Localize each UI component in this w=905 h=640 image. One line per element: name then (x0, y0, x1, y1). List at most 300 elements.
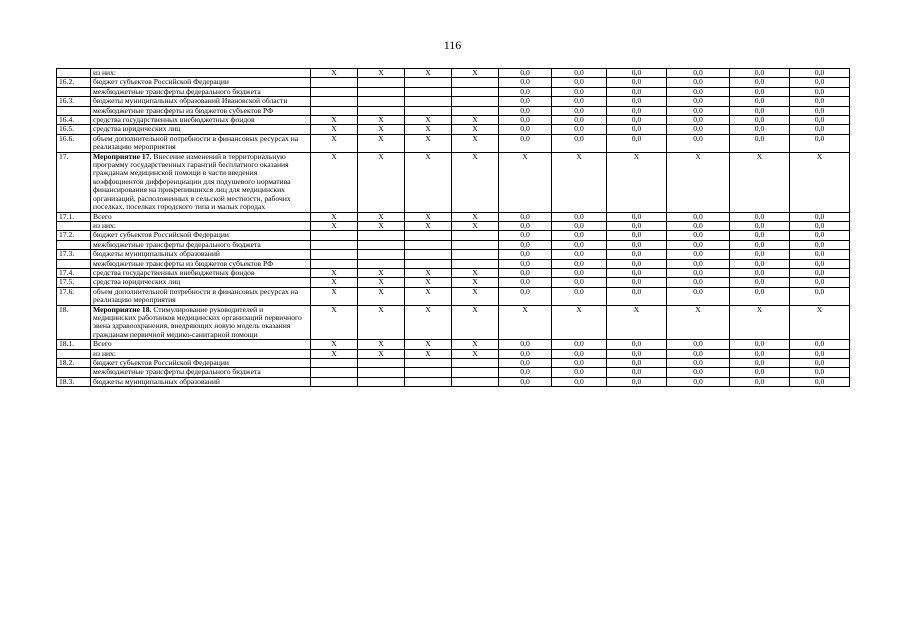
value-cell: 0,0 (552, 240, 607, 249)
value-cell: 0,0 (499, 268, 552, 277)
row-number: 18.1. (57, 340, 91, 349)
row-description: межбюджетные трансферты федерального бюджета (93, 87, 261, 96)
value-cell: X (358, 305, 405, 340)
value-cell: 0,0 (730, 359, 790, 368)
value-cell: 0,0 (499, 125, 552, 134)
value-cell (405, 106, 452, 115)
value-cell: 0,0 (607, 368, 667, 377)
value-cell: 0,0 (730, 268, 790, 277)
value-cell: 0,0 (607, 359, 667, 368)
value-cell: 0,0 (499, 278, 552, 287)
value-cell: 0,0 (607, 250, 667, 259)
value-cell: X (607, 152, 667, 212)
row-number (57, 87, 91, 96)
value-cell: 0,0 (499, 377, 552, 386)
value-cell: X (452, 69, 499, 78)
value-cell: 0,0 (730, 377, 790, 386)
value-cell: 0,0 (730, 78, 790, 87)
value-cell: X (452, 212, 499, 221)
row-number: 17.4. (57, 268, 91, 277)
value-cell: 0,0 (667, 106, 730, 115)
row-description: Всего (93, 212, 112, 221)
row-number: 17.3. (57, 250, 91, 259)
value-cell: 0,0 (790, 359, 850, 368)
value-cell: 0,0 (730, 97, 790, 106)
value-cell (358, 87, 405, 96)
table-row (57, 221, 850, 230)
value-cell: X (358, 212, 405, 221)
row-description: бюджет субъектов Российской Федерации (93, 230, 229, 240)
value-cell (358, 106, 405, 115)
value-cell: X (358, 287, 405, 305)
value-cell: X (552, 305, 607, 340)
value-cell: 0,0 (730, 125, 790, 134)
table-row (57, 259, 850, 268)
value-cell: 0,0 (552, 69, 607, 78)
value-cell (311, 240, 358, 249)
value-cell: X (405, 340, 452, 349)
value-cell: 0,0 (552, 287, 607, 305)
value-cell: X (358, 152, 405, 212)
value-cell: X (790, 152, 850, 212)
value-cell: 0,0 (499, 259, 552, 268)
value-cell: 0,0 (607, 221, 667, 230)
value-cell: 0,0 (499, 349, 552, 358)
value-cell: 0,0 (499, 359, 552, 368)
value-cell (358, 359, 405, 368)
row-description-cell (91, 125, 311, 134)
value-cell: 0,0 (667, 340, 730, 349)
value-cell (311, 259, 358, 268)
value-cell: 0,0 (667, 125, 730, 134)
value-cell: 0,0 (667, 221, 730, 230)
value-cell: 0,0 (730, 87, 790, 96)
value-cell: 0,0 (607, 116, 667, 125)
row-number: 17.6. (57, 287, 91, 305)
value-cell: 0,0 (790, 240, 850, 249)
value-cell: X (358, 125, 405, 134)
table-row (57, 231, 850, 240)
value-cell (358, 259, 405, 268)
value-cell (405, 240, 452, 249)
value-cell: 0,0 (499, 69, 552, 78)
value-cell: 0,0 (790, 106, 850, 115)
row-number: 16.5. (57, 125, 91, 134)
value-cell (311, 231, 358, 240)
value-cell: X (452, 125, 499, 134)
value-cell: X (499, 152, 552, 212)
value-cell: 0,0 (667, 349, 730, 358)
table-row (57, 69, 850, 78)
value-cell: X (405, 116, 452, 125)
row-description-cell (91, 349, 311, 358)
row-number: 18. (57, 305, 91, 340)
value-cell: 0,0 (667, 368, 730, 377)
row-description-cell (91, 305, 311, 340)
value-cell: 0,0 (607, 97, 667, 106)
value-cell: X (358, 349, 405, 358)
row-description: объем дополнительной потребности в финансовых ресурсах на реализацию мероприятия (93, 287, 299, 305)
value-cell (452, 240, 499, 249)
row-description: Внесение изменений в территориальную программу государственных гарантий бесплатного оказания гражданам медицинской помощи в части введения коэффициентов дифференциации для подушевого норматива финансирования на прикрепившихся лиц для медицинских организаций, расположенных в сельской местности, рабочих поселках, поселках городского типа и малых городах (93, 152, 291, 212)
value-cell: 0,0 (730, 106, 790, 115)
value-cell: 0,0 (552, 212, 607, 221)
value-cell: 0,0 (552, 278, 607, 287)
value-cell: 0,0 (499, 250, 552, 259)
value-cell (452, 97, 499, 106)
value-cell: X (452, 116, 499, 125)
value-cell: 0,0 (552, 268, 607, 277)
value-cell: 0,0 (552, 87, 607, 96)
value-cell: 0,0 (730, 240, 790, 249)
row-number (57, 221, 91, 230)
value-cell: 0,0 (790, 231, 850, 240)
value-cell: 0,0 (790, 69, 850, 78)
value-cell: 0,0 (552, 359, 607, 368)
value-cell: 0,0 (499, 340, 552, 349)
value-cell: 0,0 (667, 377, 730, 386)
row-number: 17. (57, 152, 91, 212)
value-cell: 0,0 (607, 349, 667, 358)
value-cell: 0,0 (667, 134, 730, 152)
row-description-cell (91, 359, 311, 368)
value-cell: 0,0 (607, 78, 667, 87)
value-cell: X (311, 116, 358, 125)
value-cell: X (667, 152, 730, 212)
value-cell (405, 78, 452, 87)
value-cell: X (667, 305, 730, 340)
row-description-cell (91, 278, 311, 287)
value-cell: 0,0 (667, 78, 730, 87)
row-number: 18.2. (57, 359, 91, 368)
value-cell: 0,0 (552, 106, 607, 115)
value-cell: 0,0 (730, 250, 790, 259)
value-cell: 0,0 (790, 116, 850, 125)
row-description: средства государственных внебюджетных фондов (93, 268, 255, 277)
row-description: межбюджетные трансферты федерального бюджета (93, 240, 261, 249)
value-cell: 0,0 (790, 377, 850, 386)
value-cell: X (358, 221, 405, 230)
value-cell: 0,0 (790, 287, 850, 305)
value-cell: X (452, 287, 499, 305)
value-cell: 0,0 (667, 359, 730, 368)
value-cell (311, 359, 358, 368)
value-cell: 0,0 (667, 250, 730, 259)
table-row (57, 106, 850, 115)
value-cell: 0,0 (552, 250, 607, 259)
value-cell: 0,0 (499, 221, 552, 230)
value-cell: 0,0 (552, 78, 607, 87)
row-description: средства юридических лиц (93, 124, 181, 134)
row-description: бюджет субъектов Российской Федерации (93, 358, 229, 367)
row-description: бюджеты муниципальных образований (93, 249, 220, 259)
value-cell: 0,0 (790, 78, 850, 87)
row-description-cell (91, 377, 311, 386)
value-cell: 0,0 (607, 106, 667, 115)
row-description-cell (91, 69, 311, 78)
value-cell (405, 97, 452, 106)
row-description-cell (91, 250, 311, 259)
value-cell: X (358, 278, 405, 287)
value-cell (358, 78, 405, 87)
value-cell (452, 250, 499, 259)
value-cell (405, 368, 452, 377)
value-cell: X (607, 305, 667, 340)
value-cell: X (405, 152, 452, 212)
row-number: 16.4. (57, 116, 91, 125)
value-cell: X (311, 268, 358, 277)
value-cell: 0,0 (790, 97, 850, 106)
value-cell: 0,0 (667, 87, 730, 96)
row-description-cell (91, 134, 311, 152)
table-row (57, 97, 850, 106)
value-cell: X (405, 221, 452, 230)
value-cell: X (405, 268, 452, 277)
row-description-cell (91, 116, 311, 125)
value-cell: X (311, 349, 358, 358)
value-cell: X (311, 69, 358, 78)
value-cell (358, 368, 405, 377)
value-cell: 0,0 (499, 240, 552, 249)
value-cell: 0,0 (607, 125, 667, 134)
value-cell (452, 368, 499, 377)
row-number: 16.6. (57, 134, 91, 152)
value-cell: 0,0 (667, 231, 730, 240)
value-cell (311, 87, 358, 96)
value-cell: 0,0 (552, 340, 607, 349)
value-cell (452, 231, 499, 240)
row-number (57, 69, 91, 78)
value-cell: X (311, 134, 358, 152)
table-row (57, 368, 850, 377)
table-row (57, 287, 850, 305)
value-cell: 0,0 (730, 259, 790, 268)
table-row (57, 116, 850, 125)
row-description-cell (91, 221, 311, 230)
table-row (57, 134, 850, 152)
row-number (57, 349, 91, 358)
value-cell: 0,0 (790, 212, 850, 221)
value-cell: X (552, 152, 607, 212)
value-cell (311, 78, 358, 87)
value-cell: 0,0 (790, 368, 850, 377)
value-cell (452, 259, 499, 268)
value-cell: 0,0 (607, 287, 667, 305)
value-cell: X (311, 125, 358, 134)
value-cell: 0,0 (499, 212, 552, 221)
budget-table (56, 68, 850, 387)
value-cell: 0,0 (790, 134, 850, 152)
value-cell: 0,0 (607, 377, 667, 386)
value-cell: 0,0 (667, 212, 730, 221)
value-cell: X (730, 152, 790, 212)
row-description-cell (91, 212, 311, 221)
value-cell: X (311, 287, 358, 305)
value-cell: 0,0 (730, 287, 790, 305)
value-cell: X (452, 349, 499, 358)
value-cell: 0,0 (499, 106, 552, 115)
value-cell: 0,0 (607, 278, 667, 287)
value-cell: X (311, 305, 358, 340)
row-number (57, 259, 91, 268)
value-cell (405, 250, 452, 259)
row-number: 16.2. (57, 78, 91, 87)
value-cell: 0,0 (552, 97, 607, 106)
value-cell: 0,0 (499, 87, 552, 96)
value-cell: 0,0 (607, 69, 667, 78)
value-cell: 0,0 (730, 134, 790, 152)
value-cell: 0,0 (730, 116, 790, 125)
value-cell (405, 259, 452, 268)
row-description-cell (91, 240, 311, 249)
value-cell: X (358, 268, 405, 277)
value-cell: X (405, 69, 452, 78)
value-cell: X (358, 134, 405, 152)
row-description-cell (91, 106, 311, 115)
row-number: 17.1. (57, 212, 91, 221)
table-row (57, 125, 850, 134)
value-cell: X (405, 134, 452, 152)
row-description: межбюджетные трансферты из бюджетов субъектов РФ (93, 106, 274, 115)
value-cell: 0,0 (499, 368, 552, 377)
value-cell: X (452, 278, 499, 287)
value-cell: 0,0 (790, 340, 850, 349)
page-number: 116 (443, 38, 462, 52)
table-row (57, 212, 850, 221)
value-cell: 0,0 (552, 221, 607, 230)
row-description: средства юридических лиц (93, 277, 181, 287)
value-cell: X (311, 212, 358, 221)
value-cell: 0,0 (730, 340, 790, 349)
row-description: из них: (93, 68, 116, 77)
value-cell: 0,0 (667, 97, 730, 106)
row-number: 18.3. (57, 377, 91, 386)
value-cell: 0,0 (790, 125, 850, 134)
table-row (57, 349, 850, 358)
value-cell: X (452, 152, 499, 212)
value-cell: 0,0 (607, 240, 667, 249)
value-cell: X (311, 221, 358, 230)
row-description-cell (91, 87, 311, 96)
value-cell: 0,0 (667, 259, 730, 268)
value-cell: 0,0 (499, 78, 552, 87)
value-cell: 0,0 (552, 125, 607, 134)
table-row (57, 152, 850, 212)
value-cell: 0,0 (607, 87, 667, 96)
table-row (57, 240, 850, 249)
value-cell: X (730, 305, 790, 340)
value-cell: X (405, 278, 452, 287)
value-cell: X (452, 221, 499, 230)
value-cell (311, 377, 358, 386)
value-cell: X (311, 340, 358, 349)
value-cell: 0,0 (667, 268, 730, 277)
row-description-cell (91, 268, 311, 277)
value-cell: 0,0 (790, 349, 850, 358)
value-cell (311, 368, 358, 377)
value-cell: X (311, 278, 358, 287)
value-cell: X (405, 125, 452, 134)
row-description-cell (91, 340, 311, 349)
row-description: Стимулирование руководителей и медицинских работников медицинских организаций первичного звена здравоохранения, внедряющих новую модель оказания гражданам первичной медико-санитарной помощи (93, 305, 302, 339)
value-cell: X (358, 116, 405, 125)
table-row (57, 377, 850, 386)
value-cell: 0,0 (730, 221, 790, 230)
value-cell (452, 359, 499, 368)
value-cell (452, 78, 499, 87)
value-cell: 0,0 (607, 231, 667, 240)
table-row (57, 278, 850, 287)
value-cell: 0,0 (730, 278, 790, 287)
value-cell: 0,0 (552, 116, 607, 125)
value-cell: 0,0 (499, 134, 552, 152)
value-cell: 0,0 (607, 212, 667, 221)
row-description-cell (91, 259, 311, 268)
value-cell: X (452, 305, 499, 340)
row-description-cell (91, 78, 311, 87)
table-row (57, 359, 850, 368)
value-cell: 0,0 (667, 278, 730, 287)
value-cell: 0,0 (790, 87, 850, 96)
row-description: средства государственных внебюджетных фондов (93, 115, 255, 125)
value-cell (311, 106, 358, 115)
value-cell (358, 250, 405, 259)
value-cell: X (405, 212, 452, 221)
value-cell: 0,0 (790, 278, 850, 287)
value-cell: 0,0 (552, 231, 607, 240)
value-cell: X (405, 349, 452, 358)
row-number (57, 240, 91, 249)
value-cell (311, 97, 358, 106)
value-cell: 0,0 (730, 349, 790, 358)
table-row (57, 305, 850, 340)
table-row (57, 250, 850, 259)
value-cell: 0,0 (552, 377, 607, 386)
value-cell: 0,0 (499, 231, 552, 240)
value-cell (358, 97, 405, 106)
value-cell: 0,0 (667, 116, 730, 125)
value-cell (452, 377, 499, 386)
value-cell: 0,0 (552, 368, 607, 377)
value-cell (452, 106, 499, 115)
value-cell (358, 240, 405, 249)
value-cell: 0,0 (730, 69, 790, 78)
value-cell: 0,0 (790, 221, 850, 230)
value-cell (405, 231, 452, 240)
row-number: 16.3. (57, 97, 91, 106)
row-description-cell (91, 231, 311, 240)
value-cell: X (499, 305, 552, 340)
table-body (57, 69, 850, 387)
value-cell (405, 359, 452, 368)
value-cell: 0,0 (790, 268, 850, 277)
row-description: бюджет субъектов Российской Федерации (93, 77, 229, 87)
row-description-cell (91, 368, 311, 377)
row-number (57, 106, 91, 115)
value-cell (311, 250, 358, 259)
value-cell: 0,0 (552, 259, 607, 268)
value-cell: 0,0 (667, 240, 730, 249)
row-number: 17.2. (57, 231, 91, 240)
row-description: межбюджетные трансферты федерального бюджета (93, 367, 261, 377)
value-cell: 0,0 (667, 69, 730, 78)
value-cell: 0,0 (499, 116, 552, 125)
value-cell: 0,0 (607, 134, 667, 152)
row-description-cell (91, 152, 311, 212)
table-row (57, 340, 850, 349)
value-cell: X (358, 340, 405, 349)
table-row (57, 268, 850, 277)
